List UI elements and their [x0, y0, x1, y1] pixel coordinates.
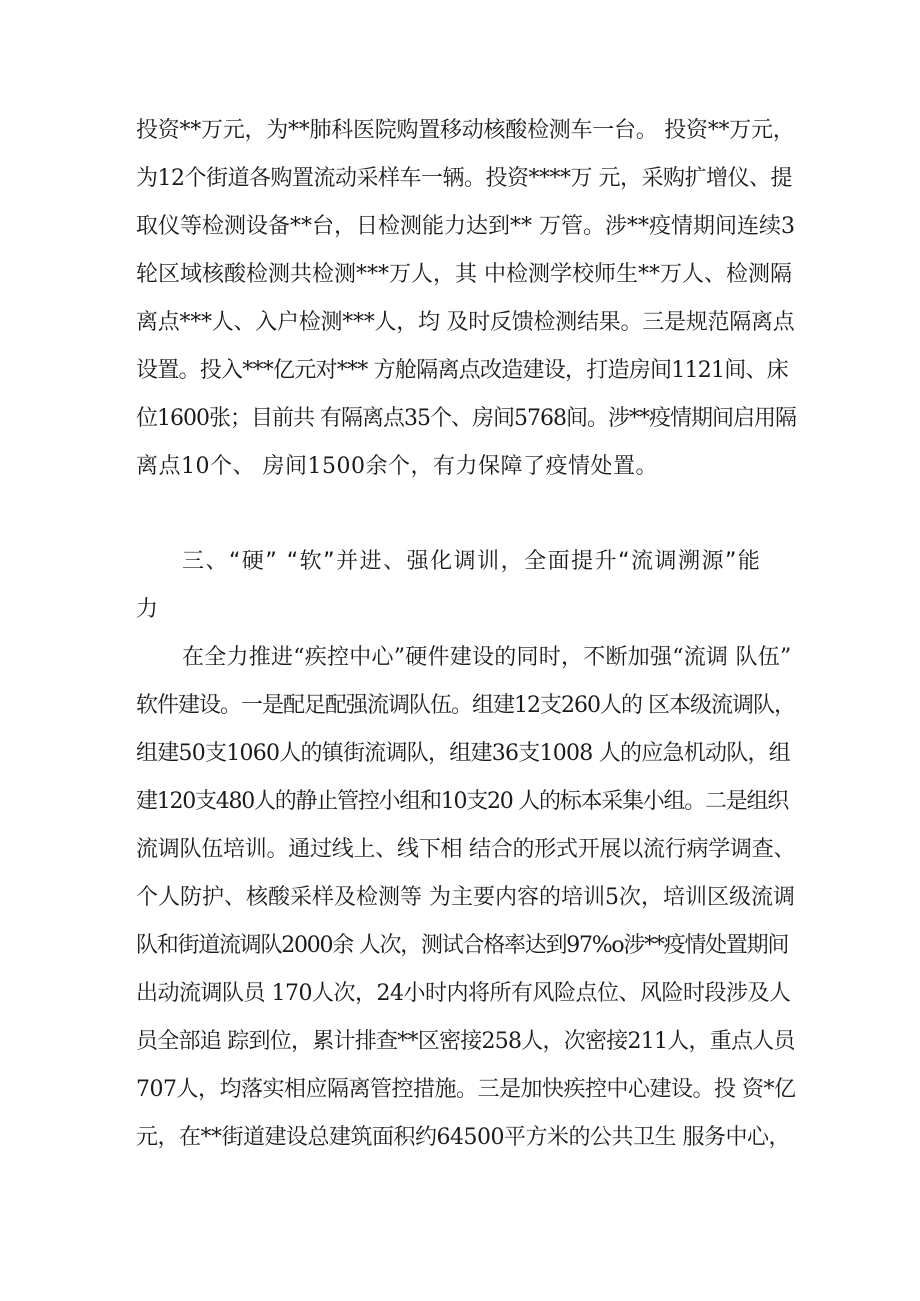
text-line: 位1600张；目前共 有隔离点35个、房间5768间。涉**疫情期间启用隔	[136, 406, 796, 431]
text-line: 流调队伍培训。通过线上、线下相 结合的形式开展以流行病学调查、	[136, 837, 796, 862]
text-line: 元，在**街道建设总建筑面积约64500平方米的公共卫生 服务中心，	[136, 1125, 790, 1150]
text-line: 707人，均落实相应隔离管控措施。三是加快疾控中心建设。投 资*亿	[136, 1077, 796, 1102]
text-line: 软件建设。一是配足配强流调队伍。组建12支260人的 区本级流调队，	[136, 693, 795, 718]
text-line: 在全力推进“疾控中心”硬件建设的同时，不断加强“流调 队伍”	[182, 645, 792, 670]
text-line: 个人防护、核酸采样及检测等 为主要内容的培训5次，培训区级流调	[136, 885, 795, 910]
text-line: 员全部追 踪到位，累计排查**区密接258人，次密接211人，重点人员	[136, 1029, 795, 1054]
heading-line: 三、“硬” “软”并进、强化调训，全面提升“流调溯源”能	[182, 549, 762, 574]
text-line: 组建50支1060人的镇街流调队，组建36支1008 人的应急机动队，组	[136, 741, 790, 766]
text-line: 队和街道流调队2000余 人次，测试合格率达到97%o涉**疫情处置期间	[136, 933, 789, 958]
text-line: 设置。投入***亿元对*** 方舱隔离点改造建设，打造房间1121间、床	[136, 358, 788, 383]
heading-line: 力	[136, 597, 160, 622]
text-line: 建120支480人的静止管控小组和10支20 人的标本采集小组。二是组织	[136, 789, 788, 814]
text-line: 离点10个、 房间1500余个，有力保障了疫情处置。	[136, 454, 658, 479]
text-line: 为12个街道各购置流动采样车一辆。投资****万 元，采购扩增仪、提	[136, 166, 792, 191]
text-line: 投资**万元，为**肺科医院购置移动核酸检测车一台。 投资**万元，	[136, 118, 795, 143]
text-line: 取仪等检测设备**台，日检测能力达到** 万管。涉**疫情期间连续3	[136, 214, 795, 239]
text-line: 出动流调队员 170人次，24小时内将所有风险点位、风险时段涉及人	[136, 981, 791, 1006]
text-line: 离点***人、入户检测***人，均 及时反馈检测结果。三是规范隔离点	[136, 310, 795, 335]
text-line: 轮区域核酸检测共检测***万人，其 中检测学校师生**万人、检测隔	[136, 262, 792, 287]
